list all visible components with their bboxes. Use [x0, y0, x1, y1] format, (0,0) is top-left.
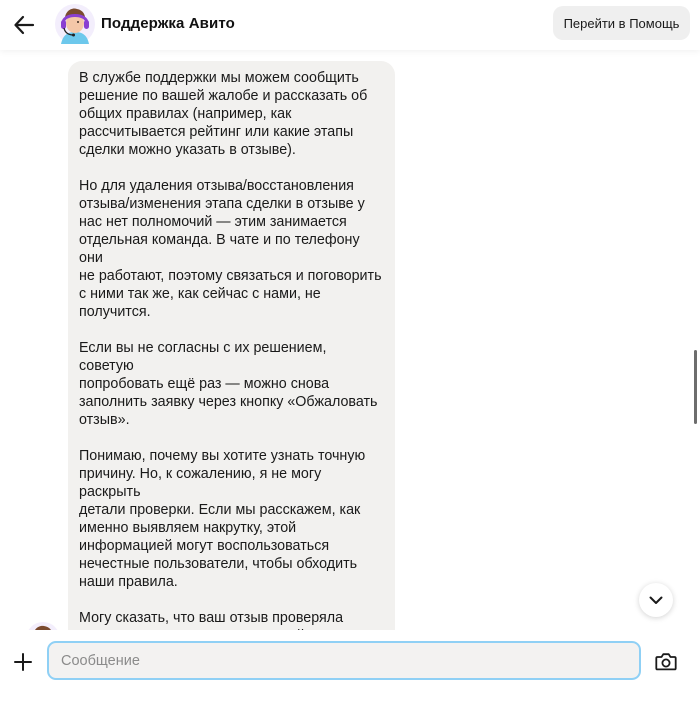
arrow-left-icon: [14, 16, 34, 34]
back-button[interactable]: [10, 11, 38, 39]
scrollbar-thumb[interactable]: [694, 350, 697, 424]
chat-title: Поддержка Авито: [101, 15, 235, 32]
message-paragraph: Если вы не согласны с их решением, советую попробовать ещё раз — можно снова заполнить заявку через кнопку «Обжаловать отзыв».: [79, 340, 378, 428]
camera-button[interactable]: [654, 649, 678, 673]
camera-icon: [655, 652, 677, 671]
go-to-help-button[interactable]: Перейти в Помощь: [553, 6, 690, 40]
support-agent-avatar[interactable]: [55, 4, 95, 44]
chevron-down-icon: [649, 596, 663, 605]
message-input[interactable]: [47, 641, 641, 680]
message-list[interactable]: [0, 50, 700, 630]
message-paragraph: В службе поддержки мы можем сообщить решение по вашей жалобе и рассказать об общих правилах (например, как рассчитывается рейтинг или какие этапы сделки можно указать в отзыве).: [79, 70, 368, 158]
plus-icon: [14, 653, 32, 671]
message-paragraph: Понимаю, почему вы хотите узнать точную причину. Но, к сожалению, я не могу раскрыть детали проверки. Если мы расскажем, как именно выявляем накрутку, этой информацией могут воспользоваться нечестные пользователи, чтобы обходить наши правила.: [79, 448, 366, 590]
attach-button[interactable]: [10, 649, 36, 675]
message-paragraph: Но для удаления отзыва/восстановления отзыва/изменения этапа сделки в отзыве у нас нет полномочий — этим занимается отдельная команда. В чате и по телефону они не работают, поэтому связаться и поговорить с ними так же, как сейчас с нами, не получится.: [79, 178, 382, 320]
support-message-bubble: [68, 61, 395, 681]
composer-bar: [0, 630, 700, 705]
chat-header: [0, 0, 700, 50]
scroll-to-bottom-button[interactable]: [639, 583, 673, 617]
message-paragraph: Могу сказать, что ваш отзыв проверяла: [79, 610, 344, 626]
